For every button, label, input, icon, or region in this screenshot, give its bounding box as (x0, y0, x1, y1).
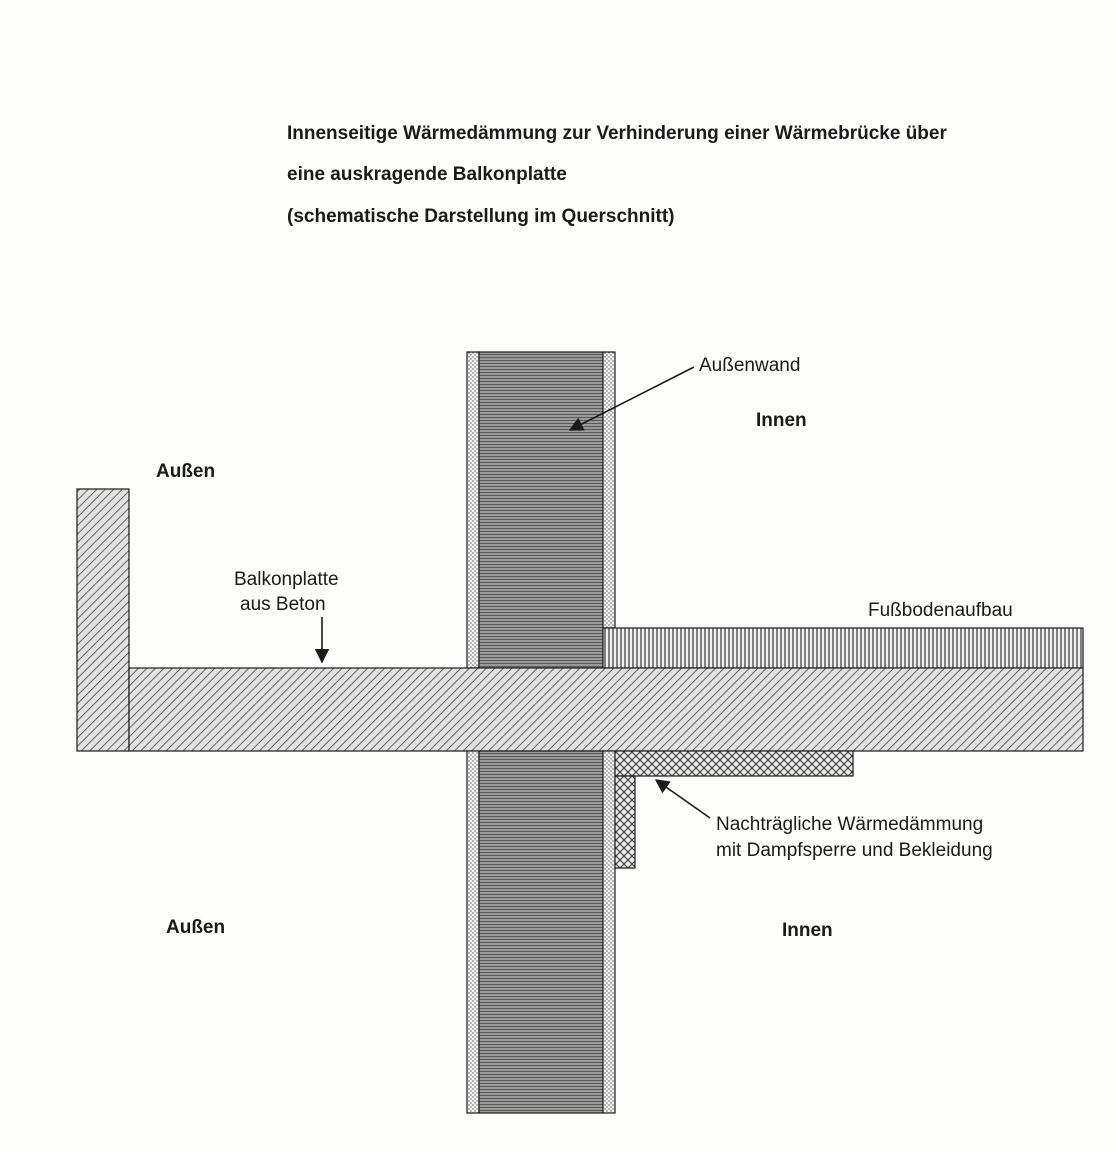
balcony-parapet (77, 489, 129, 751)
label-fussbodenaufbau: Fußbodenaufbau (868, 600, 1013, 621)
label-balkonplatte-1: Balkonplatte (234, 569, 339, 590)
insulation-under-slab (615, 751, 853, 776)
title-line-1: Innenseitige Wärmedämmung zur Verhinderung einer Wärmebrücke über (287, 123, 947, 144)
upper-wall-inner-plaster (603, 352, 615, 628)
title-line-2: eine auskragende Balkonplatte (287, 164, 567, 185)
label-daemmung-1: Nachträgliche Wärmedämmung (716, 814, 984, 835)
upper-wall-outer-plaster (467, 352, 479, 668)
insulation-on-wall (615, 776, 635, 868)
lower-wall-outer-plaster (467, 751, 479, 1113)
title-line-3: (schematische Darstellung im Querschnitt) (287, 206, 675, 227)
concrete-slab (129, 668, 1083, 751)
lower-wall-inner-plaster (603, 751, 615, 1113)
arrow-daemmung (656, 780, 710, 818)
upper-wall-masonry (479, 352, 603, 668)
lower-wall-masonry (479, 751, 603, 1113)
label-innen-top: Innen (756, 410, 807, 431)
label-aussen-top: Außen (156, 461, 216, 482)
label-balkonplatte-2: aus Beton (240, 594, 326, 615)
label-daemmung-2: mit Dampfsperre und Bekleidung (716, 840, 993, 861)
floor-build-up (603, 628, 1083, 668)
label-aussen-bottom: Außen (166, 917, 226, 938)
label-innen-bottom: Innen (782, 920, 833, 941)
label-aussenwand: Außenwand (699, 355, 801, 376)
